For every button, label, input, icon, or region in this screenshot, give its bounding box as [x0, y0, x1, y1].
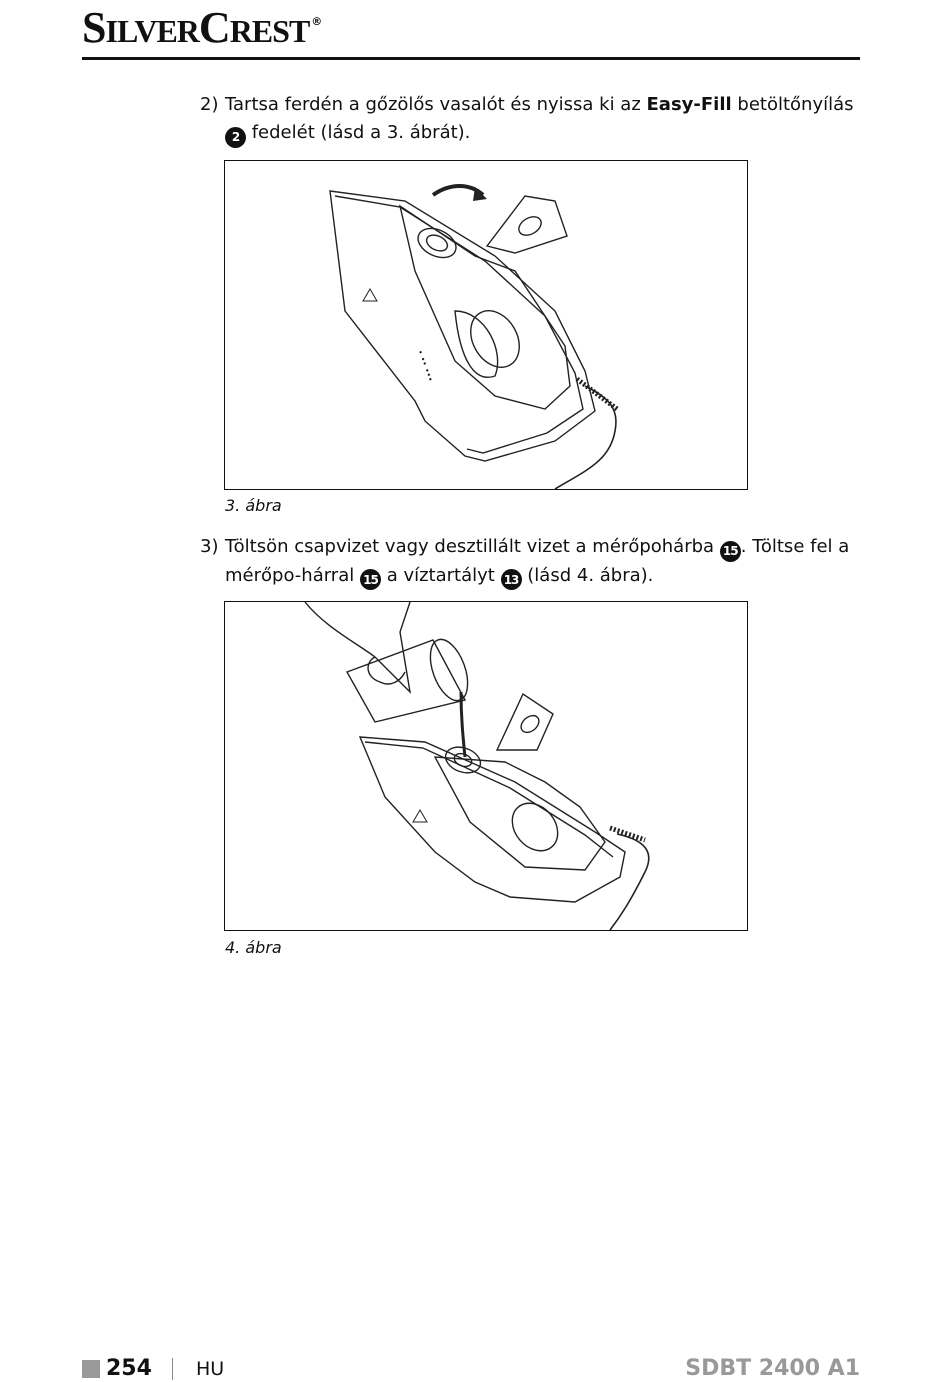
figure-4-filling-water: [224, 601, 748, 931]
header-rule: [82, 57, 860, 60]
step-3: [200, 533, 860, 590]
step-text: Töltsön csapvizet vagy desztillált vizet a mérőpohárba 15 . Töltse fel a mérőpo-hárral 15 a víztartályt 13 (lásd 4. ábra).: [225, 533, 860, 590]
figure-3-iron-open-lid: [224, 160, 748, 490]
step-number: 3): [200, 536, 219, 557]
brand-logo: SILVERCREST ®: [82, 3, 322, 52]
footer-square: [82, 1360, 100, 1378]
ref-badge: 15: [720, 541, 741, 562]
step-text: Tartsa ferdén a gőzölős vasalót és nyissa ki az Easy-Fill betöltőnyílás 2 fedelét (lásd a 3. ábrát).: [225, 91, 860, 148]
page-number: 254: [106, 1356, 152, 1381]
model-number: SDBT 2400 A1: [685, 1356, 860, 1381]
ref-badge: 2: [225, 127, 246, 148]
ref-badge: 13: [501, 569, 522, 590]
footer-divider: [172, 1358, 173, 1380]
ref-badge: 15: [360, 569, 381, 590]
figure-4-caption: 4. ábra: [225, 938, 282, 957]
svg-text:• •• •••: • •• •••: [415, 348, 436, 384]
step-number: 2): [200, 94, 219, 115]
language-code: HU: [196, 1358, 225, 1380]
step-2: [200, 91, 860, 148]
figure-3-caption: 3. ábra: [225, 496, 282, 515]
